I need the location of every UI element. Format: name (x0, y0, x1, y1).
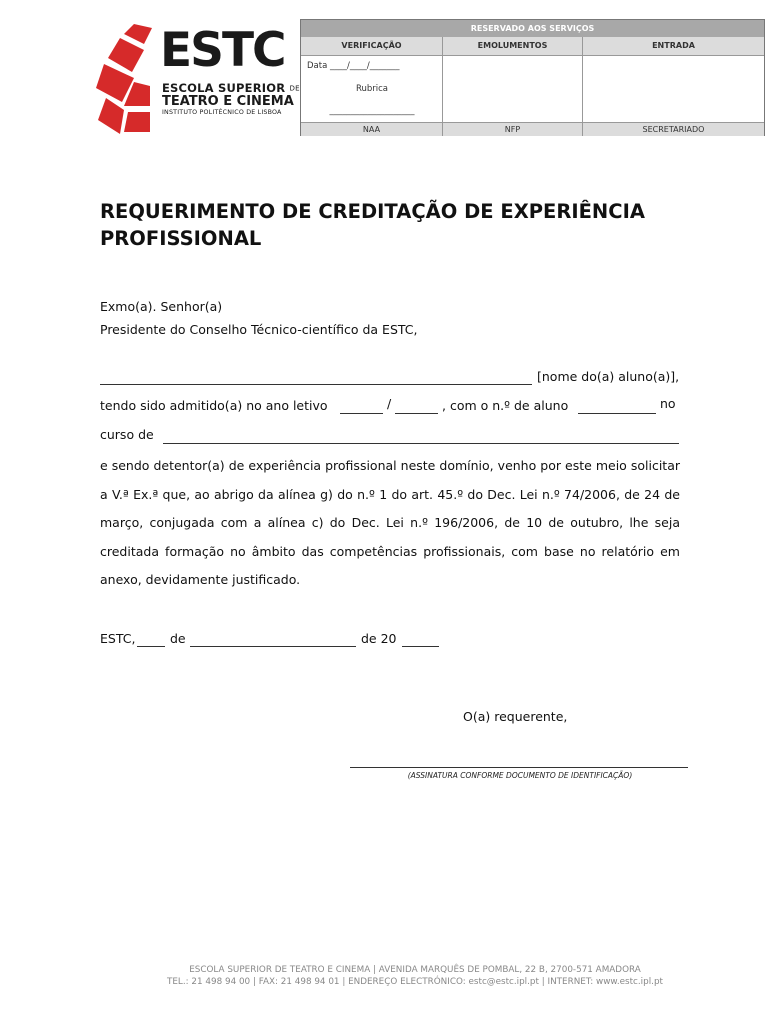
salutation-line-2: Presidente do Conselho Técnico-científico da ESTC, (100, 322, 418, 337)
year-start-blank[interactable] (340, 413, 383, 414)
no-label: no (660, 396, 676, 411)
col-entrada: ENTRADA (583, 37, 764, 55)
page-title: REQUERIMENTO DE CREDITAÇÃO DE EXPERIÊNCIA PROFISSIONAL (100, 200, 645, 250)
date-de20: de 20 (361, 631, 397, 646)
footer-secretariado: SECRETARIADO (583, 123, 764, 136)
day-blank[interactable] (137, 646, 165, 647)
requester-label: O(a) requerente, (463, 709, 568, 724)
logo-school-name-2: TEATRO E CINEMA (162, 94, 294, 109)
name-label: [nome do(a) aluno(a)], (537, 369, 680, 384)
signature-caption: (ASSINATURA CONFORME DOCUMENTO DE IDENTIFICAÇÃO) (407, 771, 633, 780)
date-field: Data ____/____/_______ (307, 61, 400, 71)
footer-nfp: NFP (443, 123, 583, 136)
student-number-label: , com o n.º de aluno (442, 398, 569, 413)
logo-wordmark: ESTC (160, 23, 285, 78)
course-blank[interactable] (163, 443, 679, 444)
course-label: curso de (100, 427, 154, 442)
signature-line[interactable] (350, 767, 688, 768)
logo-mark-icon (94, 24, 158, 136)
year-slash: / (387, 396, 392, 411)
footer-contacts: TEL.: 21 498 94 00 | FAX: 21 498 94 01 | ENDEREÇO ELECTRÓNICO: estc@estc.ipl.pt | INTERNET: www.estc.ipl.pt (167, 977, 663, 987)
col-emolumentos: EMOLUMENTOS (443, 37, 583, 55)
col-verificacao: VERIFICAÇÃO (301, 37, 443, 55)
logo-institute: INSTITUTO POLITÉCNICO DE LISBOA (162, 109, 282, 116)
student-number-blank[interactable] (578, 413, 656, 414)
name-blank[interactable] (100, 384, 532, 385)
reserved-services-table (300, 19, 765, 136)
date-de: de (170, 631, 186, 646)
rubrica-label: Rubrica (355, 84, 389, 94)
logo-school-name: ESCOLA SUPERIOR DE (162, 81, 300, 95)
reserved-header: RESERVADO AOS SERVIÇOS (301, 20, 764, 37)
year-end-blank[interactable] (395, 413, 438, 414)
month-blank[interactable] (190, 646, 356, 647)
rubrica-line: ____________________ (329, 106, 415, 116)
footer-naa: NAA (301, 123, 443, 136)
admitted-label: tendo sido admitido(a) no ano letivo (100, 398, 328, 413)
footer-address: ESCOLA SUPERIOR DE TEATRO E CINEMA | AVENIDA MARQUÊS DE POMBAL, 22 B, 2700-571 AMADORA (189, 965, 641, 975)
salutation-line-1: Exmo(a). Senhor(a) (100, 299, 223, 314)
estc-logo (94, 23, 300, 136)
request-paragraph: e sendo detentor(a) de experiência profissional neste domínio, venho por este meio solicitar a V.ª Ex.ª que, ao abrigo da alínea g) do n.º 1 do art. 45.º do Dec. Lei n.º 74/2006, de 24 de março, conjugada com a alínea c) do Dec. Lei n.º 196/2006, de 10 de outubro, lhe seja creditada formação no âmbito das competências profissionais, com base no relatório em anexo, devidamente justificado. (100, 458, 680, 587)
date-estc: ESTC, (100, 631, 136, 646)
year-blank[interactable] (402, 646, 439, 647)
